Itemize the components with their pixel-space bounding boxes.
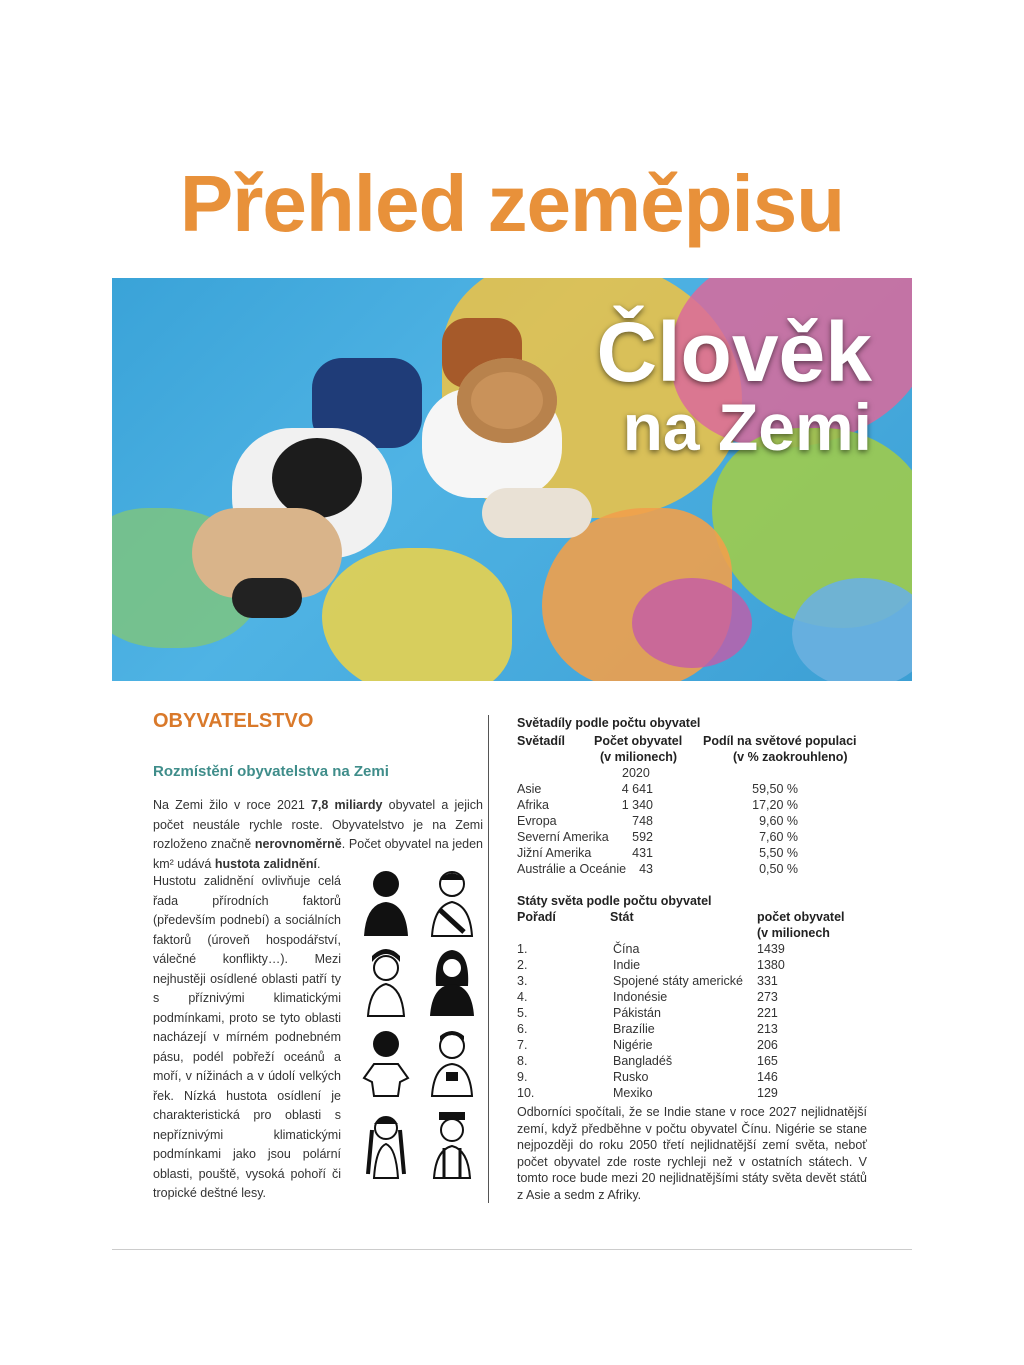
table-cell: Bangladéš [613,1054,673,1068]
footer-rule [112,1249,912,1250]
continents-year: 2020 [622,766,650,780]
table-cell: Evropa [517,814,557,828]
traveler-girl [412,318,612,538]
person-icon [426,946,478,1018]
table-cell: 10. [517,1086,535,1100]
person-icon [360,946,412,1018]
section-subheading: Rozmístění obyvatelstva na Zemi [153,763,389,780]
table-cell: 1439 [757,942,785,956]
table-cell: Mexiko [613,1086,653,1100]
table-cell: 4 641 [621,782,653,796]
table-cell: Brazílie [613,1022,655,1036]
table-cell: Afrika [517,798,549,812]
table-cell: 2. [517,958,528,972]
table-cell: Indie [613,958,641,972]
table-cell: 9,60 % [759,814,798,828]
continents-table-title: Světadíly podle počtu obyvatel [517,716,701,730]
table-cell: Čína [613,942,640,956]
table-cell: 206 [757,1038,778,1052]
table-cell: 221 [757,1006,778,1020]
table-cell: 1. [517,942,528,956]
countries-col-header: Pořadí [517,910,556,924]
table-cell: 9. [517,1070,528,1084]
table-cell: 17,20 % [752,798,798,812]
continents-col-header: Světadíl [517,734,565,748]
table-cell: 431 [632,846,653,860]
person-icon [360,1026,412,1098]
sun-hat-icon [457,358,557,443]
table-cell: 165 [757,1054,778,1068]
table-cell: 146 [757,1070,778,1084]
hero-title [596,305,872,464]
table-cell: 213 [757,1022,778,1036]
table-cell: 3. [517,974,528,988]
table-cell: 129 [757,1086,778,1100]
person-icon [426,1108,478,1180]
table-cell: 6. [517,1022,528,1036]
table-cell: 273 [757,990,778,1004]
person-icon [360,866,412,938]
table-cell: Severní Amerika [517,830,609,844]
countries-table-title: Státy světa podle počtu obyvatel [517,894,712,908]
people-illustrations [358,862,483,1212]
table-cell: Spojené státy americké [613,974,743,988]
density-paragraph: Hustotu zalidnění ovlivňuje celá řada přírodních faktorů (především podnebí) a sociálních faktorů (úroveň hospodářství, válečné konflikty…). Mezi nejhustěji osídlené oblasti patří ty s příznivými klimatickými podmínkami, proto se tyto oblasti nacházejí v mírném podnebném pásu, podél pobřeží oceánů a moří, v nížinách a v údolí velkých řek. Nízká hustota osídlení je charakteristická pro oblasti s nepříznivými klimatickými podmínkami jako jsou polární oblasti, pouště, vysoká pohoří či tropické deštné lesy. [153,874,341,1200]
table-cell: 59,50 % [752,782,798,796]
table-cell: 43 [639,862,653,876]
hero-title-line2: na Zemi [622,390,872,464]
table-cell: Asie [517,782,542,796]
countries-col-header: (v milionech [757,926,830,940]
continents-col-header: Počet obyvatel [594,734,683,748]
table-cell: 8. [517,1054,528,1068]
table-cell: 5. [517,1006,528,1020]
person-icon [426,866,478,938]
table-cell: 592 [632,830,653,844]
table-cell: 7,60 % [759,830,798,844]
table-cell: 5,50 % [759,846,798,860]
table-cell: Jižní Amerika [517,846,592,860]
hero-title-line1: Člověk [596,305,872,399]
table-cell: 0,50 % [759,862,798,876]
person-icon [360,1108,412,1180]
table-cell: 748 [632,814,653,828]
continents-col-header: (v % zaokrouhleno) [733,750,848,764]
table-cell: Austrálie a Oceánie [517,862,627,876]
forecast-paragraph: Odborníci spočítali, že se Indie stane v roce 2027 nejlidnatější zemí, když předběhne v počtu obyvatel Čínu. Nigérie se stane nejpozději do roku 2050 třetí nejlidnatější zemí světa, neboť počet obyvatel zde roste rychleji než v ostatních státech. V tomto roce bude mezi 20 nejlidnatějšími státy světa devět států z Asie a sedm z Afriky. [517,1105,867,1202]
table-cell: Indonésie [613,990,668,1004]
table-cell: Nigérie [613,1038,653,1052]
continents-col-header: Podíl na světové populaci [703,734,857,748]
intro-paragraph: Na Zemi žilo v roce 2021 7,8 miliardy obyvatel a jejich počet neustále rychle roste. Obyvatelstvo je na Zemi rozloženo značně nerovnoměrně. Počet obyvatel na jeden km² udává hustota zalidnění. [153,798,484,871]
continents-col-header: (v milionech) [600,750,678,764]
table-cell: 331 [757,974,778,988]
table-cell: 1380 [757,958,785,972]
table-cell: Rusko [613,1070,649,1084]
table-cell: 4. [517,990,528,1004]
map-landmass [632,578,752,668]
table-cell: 7. [517,1038,528,1052]
column-divider [488,715,489,1203]
person-icon [426,1026,478,1098]
traveler-boy [192,358,442,628]
section-heading: OBYVATELSTVO [153,710,314,732]
page-title: Přehled zeměpisu [179,159,845,248]
table-cell: 1 340 [621,798,653,812]
table-cell: Pákistán [613,1006,661,1020]
hero-photo [112,278,912,681]
countries-col-header: Stát [610,910,634,924]
countries-col-header: počet obyvatel [757,910,845,924]
